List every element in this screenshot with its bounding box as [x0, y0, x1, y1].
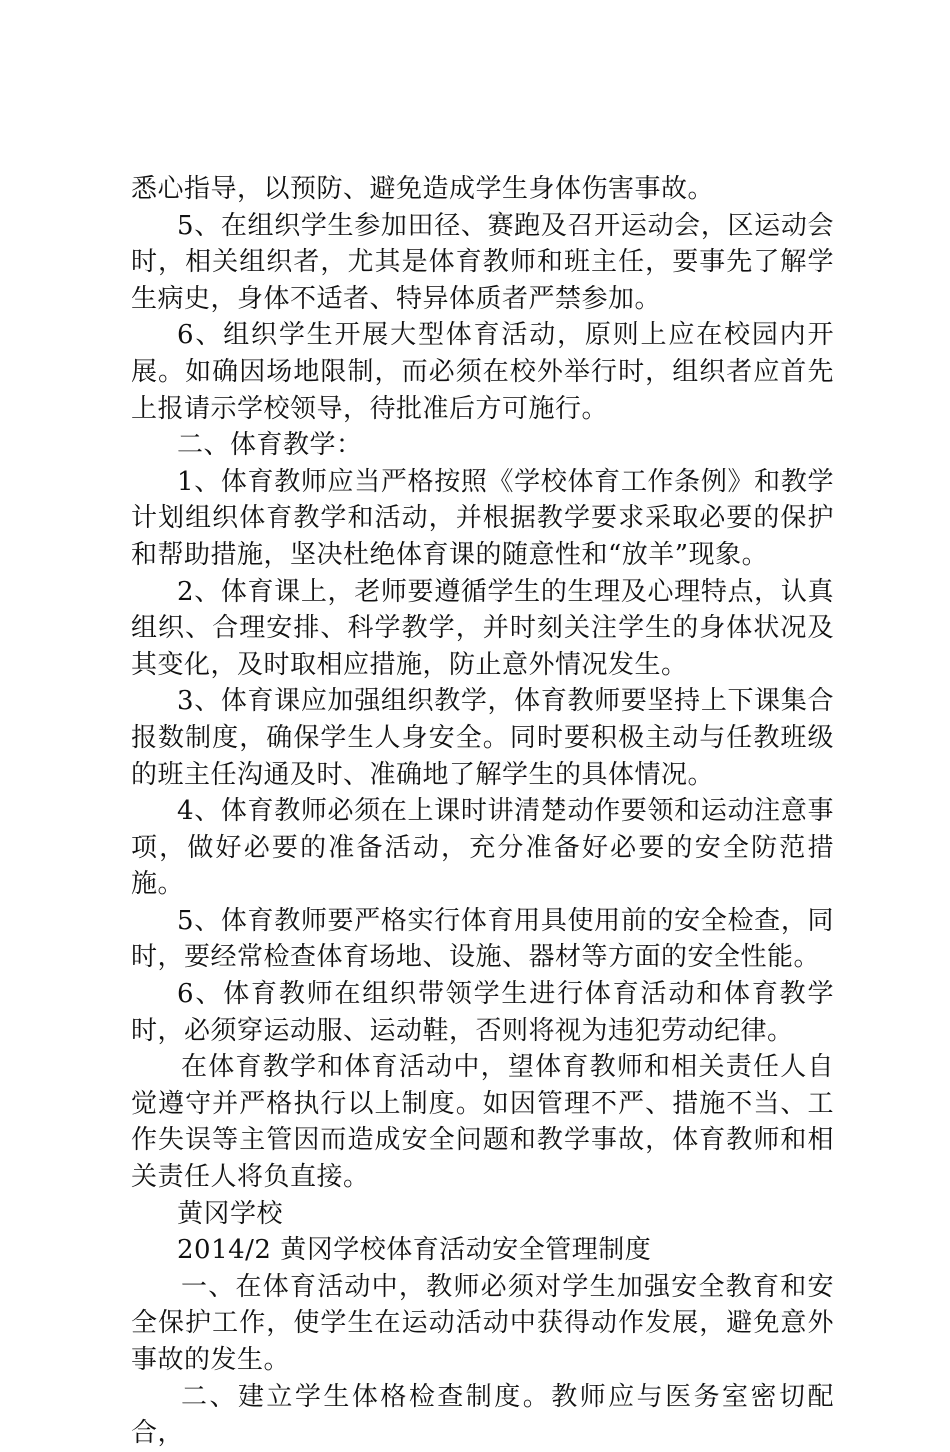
paragraph-teaching-item-6: 6、体育教师在组织带领学生进行体育活动和体育教学时，必须穿运动服、运动鞋，否则将视为违犯劳动纪律。	[131, 979, 834, 1046]
document-body	[131, 171, 834, 1452]
paragraph-item-5-sports-meet: 5、在组织学生参加田径、赛跑及召开运动会，区运动会时，相关组织者，尤其是体育教师和班主任，要事先了解学生病史，身体不适者、特异体质者严禁参加。	[131, 210, 834, 314]
heading-date-and-title: 2014/2 黄冈学校体育活动安全管理制度	[177, 1235, 652, 1266]
paragraph-teaching-item-5: 5、体育教师要严格实行体育用具使用前的安全检查，同时，要经常检查体育场地、设施、器材等方面的安全性能。	[131, 905, 834, 973]
paragraph-teaching-item-2: 2、体育课上，老师要遵循学生的生理及心理特点，认真组织、合理安排、科学教学，并时刻关注学生的身体状况及其变化，及时取相应措施，防止意外情况发生。	[131, 576, 834, 680]
paragraph-rule-1: 一、在体育活动中，教师必须对学生加强安全教育和安全保护工作，使学生在运动活动中获得动作发展，避免意外事故的发生。	[131, 1271, 834, 1375]
section-heading-pe-teaching: 二、体育教学：	[177, 430, 363, 461]
paragraph-teaching-item-4: 4、体育教师必须在上课时讲清楚动作要领和运动注意事项，做好必要的准备活动，充分准备好必要的安全防范措施。	[131, 796, 834, 900]
paragraph-teaching-item-3: 3、体育课应加强组织教学，体育教师要坚持上下课集合报数制度，确保学生人身安全。同时要积极主动与任教班级的班主任沟通及时、准确地了解学生的具体情况。	[131, 686, 834, 790]
paragraph-closing-statement: 在体育教学和体育活动中，望体育教师和相关责任人自觉遵守并严格执行以上制度。如因管理不严、措施不当、工作失误等主管因而造成安全问题和教学事故，体育教师和相关责任人将负直接。	[131, 1052, 834, 1193]
paragraph-intro-continuation: 悉心指导，以预防、避免造成学生身体伤害事故。	[131, 174, 715, 204]
paragraph-teaching-item-1: 1、体育教师应当严格按照《学校体育工作条例》和教学计划组织体育教学和活动，并根据教学要求采取必要的保护和帮助措施，坚决杜绝体育课的随意性和“放羊”现象。	[131, 466, 834, 570]
paragraph-rule-2: 二、建立学生体格检查制度。教师应与医务室密切配合，	[131, 1381, 834, 1449]
signature-school-name: 黄冈学校	[177, 1198, 284, 1229]
paragraph-item-6-large-activity: 6、组织学生开展大型体育活动，原则上应在校园内开展。如确因场地限制，而必须在校外举行时，组织者应首先上报请示学校领导，待批准后方可施行。	[131, 320, 834, 424]
